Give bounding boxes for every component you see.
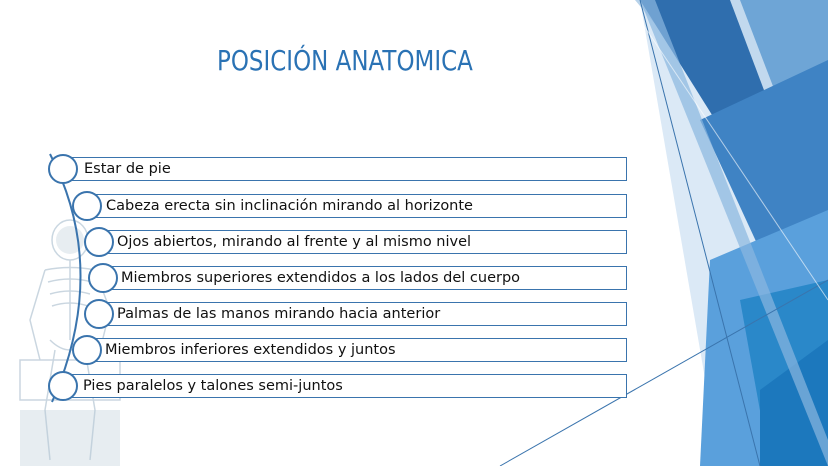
bullet-circle <box>84 227 114 257</box>
list-item-label: Estar de pie <box>84 161 171 177</box>
bullet-circle <box>88 263 118 293</box>
page-title: POSICIÓN ANATOMICA <box>217 44 473 77</box>
list-item-label: Ojos abiertos, mirando al frente y al mismo nivel <box>117 234 472 250</box>
bullet-circle <box>48 371 78 401</box>
bullet-circle <box>72 335 102 365</box>
bullet-circle <box>72 191 102 221</box>
bullet-circle <box>84 299 114 329</box>
bullet-circle <box>48 154 78 184</box>
list-item-label: Pies paralelos y talones semi-juntos <box>83 378 343 394</box>
list-item-label: Cabeza erecta sin inclinación mirando al horizonte <box>106 198 473 214</box>
list-item-label: Palmas de las manos mirando hacia anterior <box>117 306 441 322</box>
list-item-label: Miembros superiores extendidos a los lados del cuerpo <box>121 270 521 286</box>
list-item-label: Miembros inferiores extendidos y juntos <box>105 342 396 358</box>
